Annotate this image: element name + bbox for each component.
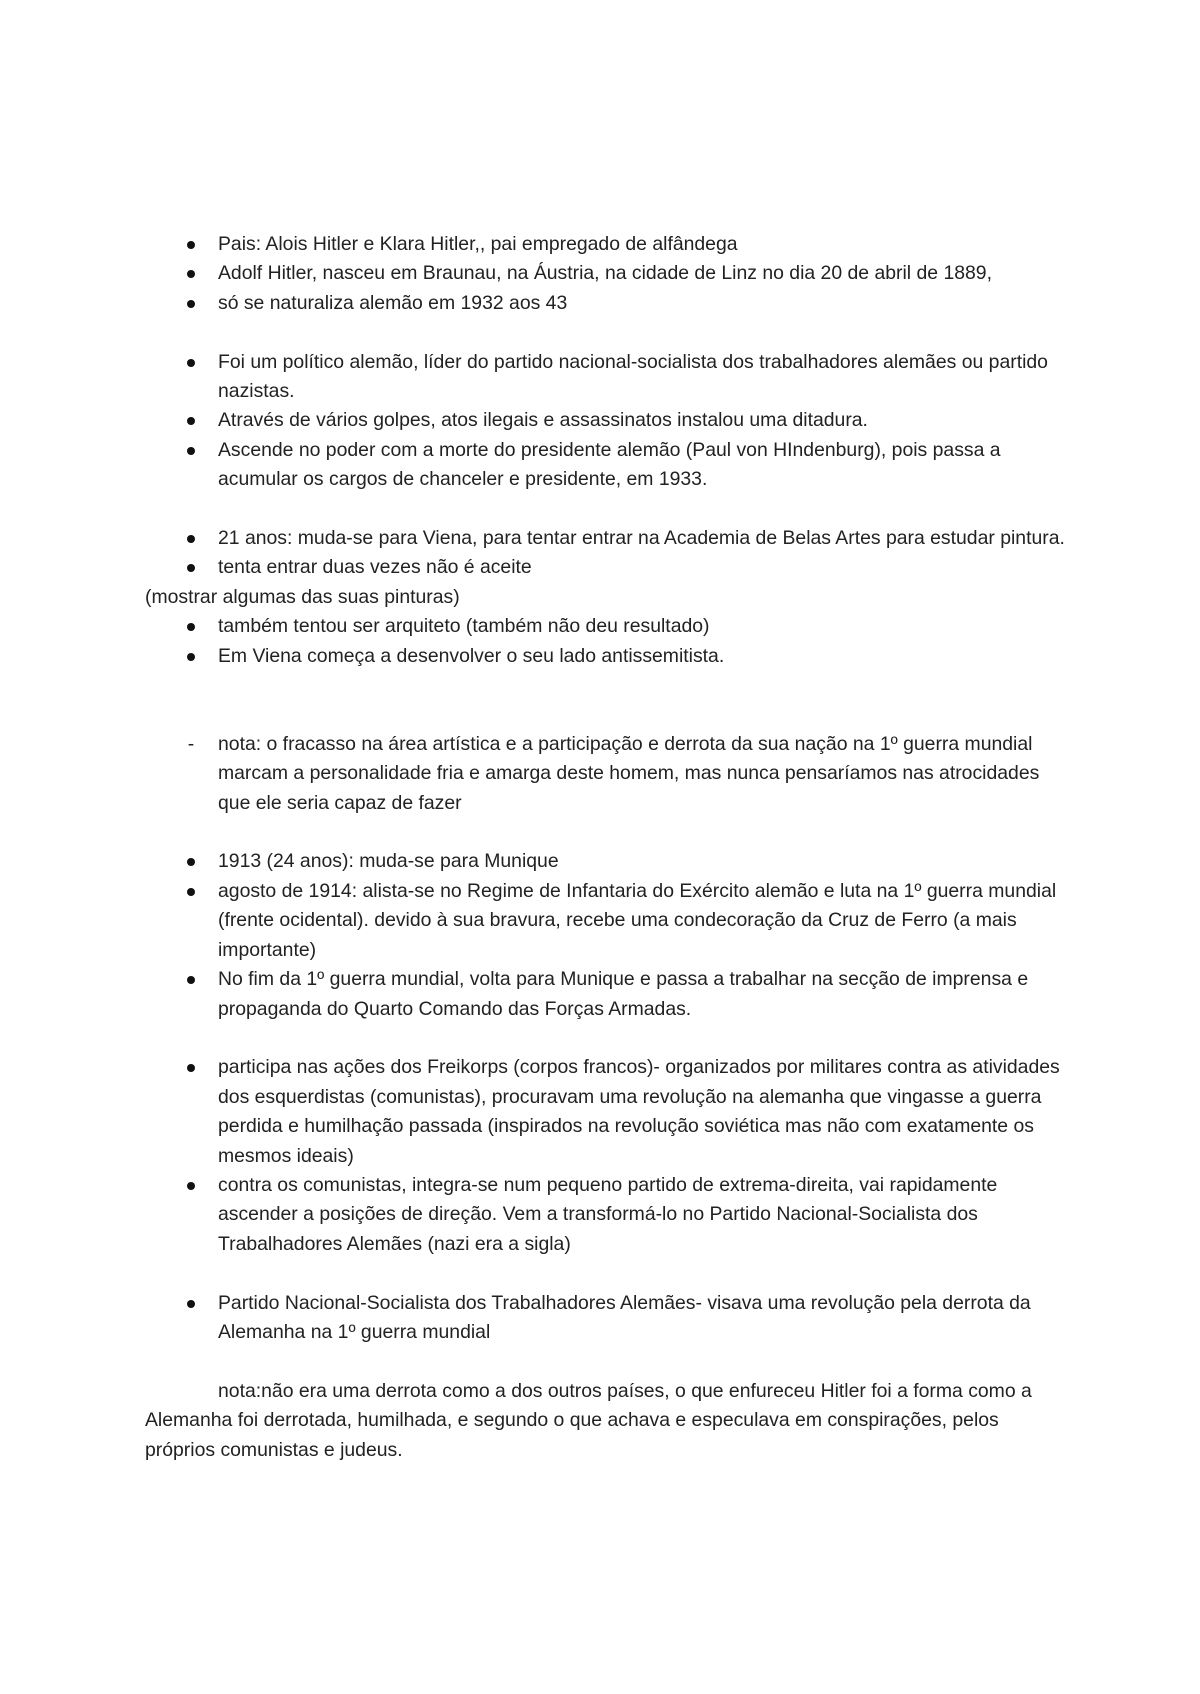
list-item (145, 642, 1065, 671)
bullet-list-political (145, 348, 1065, 495)
bullet-icon (187, 564, 195, 572)
bullet-icon (187, 535, 195, 543)
dash-marker: - (187, 732, 195, 755)
list-item (145, 965, 1065, 1024)
list-item-text: Foi um político alemão, líder do partido nacional-socialista dos trabalhadores alemães ou partido nazistas. (218, 350, 1048, 403)
bullet-list-vienna (145, 524, 1065, 583)
bullet-list-architect (145, 612, 1065, 671)
bullet-icon (187, 1182, 195, 1190)
list-item-text: Partido Nacional-Socialista dos Trabalhadores Alemães- visava uma revolução pela derrota da Alemanha na 1º guerra mundial (218, 1291, 1031, 1343)
list-item-text: Pais: Alois Hitler e Klara Hitler,, pai empregado de alfândega (218, 233, 738, 255)
list-item (145, 348, 1065, 407)
dash-list-note (145, 730, 1065, 818)
list-item (145, 1053, 1065, 1171)
bullet-icon (187, 1064, 195, 1072)
bullet-icon (187, 623, 195, 631)
list-item-text: também tentou ser arquiteto (também não deu resultado) (218, 615, 710, 638)
list-item (145, 730, 1065, 818)
list-item-text: nota: o fracasso na área artística e a participação e derrota da sua nação na 1º guerra mundial marcam a personalidade fria e amarga deste homem, mas nunca pensaríamos nas atrocidades que ele seria capaz de fazer (218, 732, 1040, 814)
list-item (145, 612, 1065, 641)
list-item-text: Em Viena começa a desenvolver o seu lado antissemitista. (218, 644, 725, 667)
blank-line (145, 318, 1065, 347)
list-item (145, 1171, 1065, 1259)
bullet-icon (187, 1300, 195, 1308)
list-item-text: Ascende no poder com a morte do presidente alemão (Paul von HIndenburg), pois passa a acumular os cargos de chanceler e presidente, em 1933. (218, 438, 1001, 491)
blank-line (145, 1347, 1065, 1376)
bullet-icon (187, 858, 195, 866)
bullet-icon (187, 976, 195, 984)
paintings-note: (mostrar algumas das suas pinturas) (145, 585, 460, 608)
bullet-list-party (145, 1289, 1065, 1348)
bullet-icon (187, 888, 195, 896)
document-body (145, 230, 1065, 1465)
list-item-text: 21 anos: muda-se para Viena, para tentar entrar na Academia de Belas Artes para estudar pintura. (218, 527, 1065, 550)
list-item-text: 1913 (24 anos): muda-se para Munique (218, 850, 559, 873)
bullet-icon (187, 653, 195, 661)
list-item (145, 259, 1065, 288)
list-item-text: Adolf Hitler, nasceu em Braunau, na Áustria, na cidade de Linz no dia 20 de abril de 1889, (218, 262, 992, 285)
final-note-paragraph: nota:não era uma derrota como a dos outros países, o que enfureceu Hitler foi a forma como a Alemanha foi derrotada, humilhada, e segundo o que achava e especulava em conspirações, pelos próprios comunistas e judeus. (145, 1379, 1032, 1461)
bullet-icon (187, 359, 195, 367)
list-item (145, 553, 1065, 582)
bullet-icon (187, 417, 195, 425)
list-item-text: contra os comunistas, integra-se num pequeno partido de extrema-direita, vai rapidamente ascender a posições de direção. Vem a transformá-lo no Partido Nacional-Socialista dos Trabalhadores Alemães (nazi era a sigla) (218, 1173, 998, 1255)
bullet-list-parents (145, 230, 1065, 318)
list-item (145, 1289, 1065, 1348)
list-item (145, 877, 1065, 965)
blank-line (145, 1024, 1065, 1053)
list-item (145, 524, 1065, 553)
blank-line (145, 671, 1065, 730)
list-item-text: tenta entrar duas vezes não é aceite (218, 556, 532, 579)
blank-line (145, 1259, 1065, 1288)
list-item (145, 436, 1065, 495)
bullet-icon (187, 300, 195, 308)
list-item (145, 230, 1065, 259)
list-item (145, 406, 1065, 435)
list-item-text: Através de vários golpes, atos ilegais e assassinatos instalou uma ditadura. (218, 409, 868, 432)
bullet-icon (187, 241, 195, 249)
bullet-list-freikorps (145, 1053, 1065, 1259)
bullet-list-munich (145, 847, 1065, 1023)
list-item-text: só se naturaliza alemão em 1932 aos 43 (218, 291, 568, 314)
list-item-text: participa nas ações dos Freikorps (corpos francos)- organizados por militares contra as atividades dos esquerdistas (comunistas), procuravam uma revolução na alemanha que vingasse a guerra perdida e humilhação passada (inspirados na revolução soviética mas não com exatamente os mesmos ideais) (218, 1056, 1060, 1167)
list-item-text: No fim da 1º guerra mundial, volta para Munique e passa a trabalhar na secção de imprensa e propaganda do Quarto Comando das Forças Armadas. (218, 968, 1029, 1020)
blank-line (145, 818, 1065, 847)
bullet-icon (187, 270, 195, 278)
bullet-icon (187, 447, 195, 455)
blank-line (145, 495, 1065, 524)
list-item (145, 847, 1065, 876)
list-item (145, 289, 1065, 318)
list-item-text: agosto de 1914: alista-se no Regime de Infantaria do Exército alemão e luta na 1º guerra mundial (frente ocidental). devido à sua bravura, recebe uma condecoração da Cruz de Ferro (a mais importante) (218, 879, 1057, 961)
